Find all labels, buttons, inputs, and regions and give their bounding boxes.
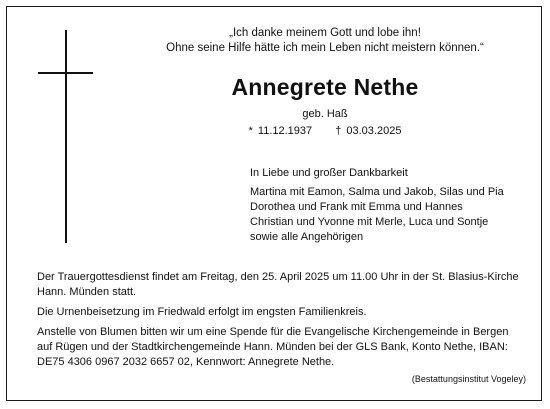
mourners-intro: In Liebe und großer Dankbarkeit [250, 167, 408, 179]
service-notice: Der Trauergottesdienst findet am Freitag, den 25. April 2025 um 11.00 Uhr in der St. Blasius-Kirche Hann. Münden statt. [37, 271, 519, 298]
cross-icon-horizontal-bar [38, 72, 93, 74]
birth-date: * 11.12.1937 [248, 125, 313, 137]
death-date: † 03.03.2025 [335, 125, 402, 137]
donation-notice: Anstelle von Blumen bitten wir um eine Spende für die Evangelische Kirchengemeinde in Bergen auf Rügen und der Stadtkirchengemeinde Hann. Münden bei der GLS Bank, Konto Nethe, IBAN: DE75 4306 0967 2032 6657 02, Kennwort: Annegrete Nethe. [37, 326, 509, 368]
mourner-line: sowie alle Angehörigen [250, 231, 364, 243]
mourner-line: Martina mit Eamon, Salma und Jakob, Silas und Pia [250, 186, 504, 198]
undertaker-credit: (Bestattungsinstitut Vogeley) [411, 374, 526, 384]
bible-quote [150, 26, 500, 56]
mourner-line: Christian und Yvonne mit Merle, Luca und Sontje [250, 216, 489, 228]
deceased-name: Annegrete Nethe [231, 74, 419, 100]
cross-icon-vertical-bar [65, 30, 67, 243]
quote-line-1: „Ich danke meinem Gott und lobe ihn! [229, 27, 421, 39]
quote-line-2: Ohne seine Hilfe hätte ich mein Leben nicht meistern können.“ [166, 42, 484, 54]
life-dates [150, 124, 500, 138]
mourners-list [250, 185, 530, 245]
urn-notice: Die Urnenbeisetzung im Friedwald erfolgt im engsten Familienkreis. [37, 306, 367, 318]
birth-name: geb. Haß [302, 108, 348, 120]
mourner-line: Dorothea und Frank mit Emma und Hannes [250, 201, 463, 213]
